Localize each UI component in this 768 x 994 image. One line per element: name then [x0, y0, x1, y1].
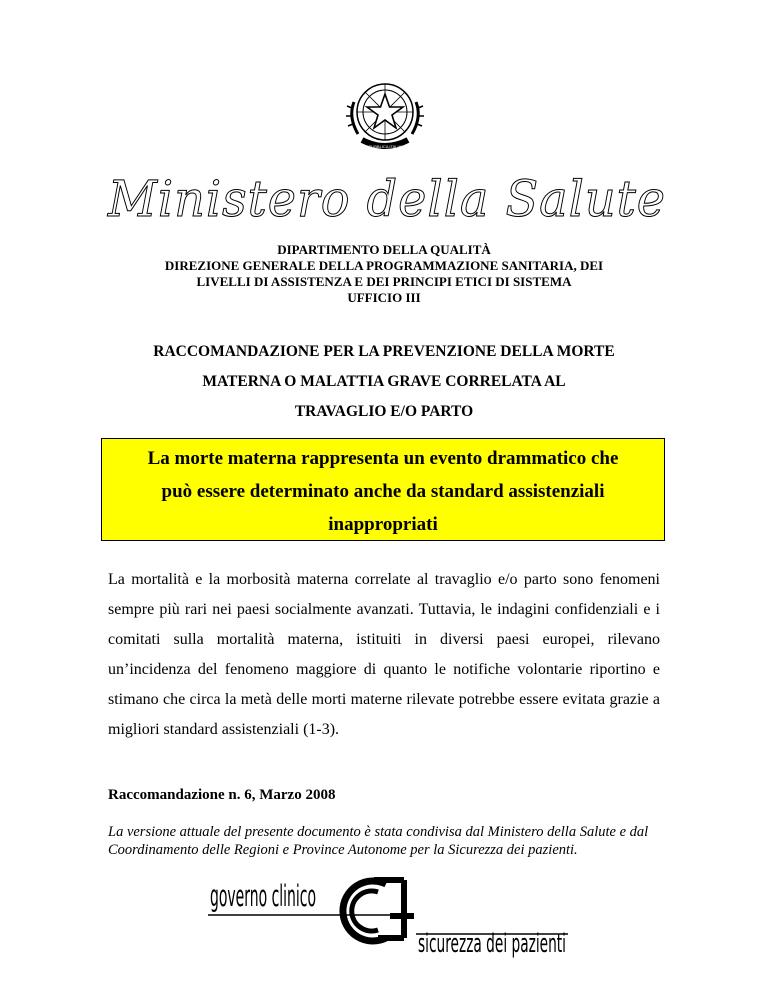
italian-republic-emblem [340, 72, 430, 154]
ministry-title-text: Ministero della Salute [107, 170, 667, 228]
highlight-line: può essere determinato anche da standard assistenziali [161, 481, 605, 502]
title-line: TRAVAGLIO E/O PARTO [294, 403, 474, 420]
highlight-box [101, 438, 665, 541]
recommendation-number: Raccomandazione n. 6, Marzo 2008 [108, 787, 336, 803]
department-line: LIVELLI DI ASSISTENZA E DEI PRINCIPI ETICI DI SISTEMA [196, 274, 572, 289]
cg-logo-icon [343, 880, 414, 941]
recommendation-title [90, 337, 678, 427]
governo-clinico-logo [208, 866, 568, 958]
intro-paragraph: La mortalità e la morbosità materna correlate al travaglio e/o parto sono fenomeni sempre più rari nei paesi socialmente avanzati. Tuttavia, le indagini confidenziali e i comitati sulla mortalità materna, istituiti in diversi paesi europei, rilevano un’incidenza del fenomeno maggiore di quanto le notifiche volontarie riportino e stimano che circa la metà delle morti materne rilevate potrebbe essere evitata grazie a migliori standard assistenziali (1-3). [108, 571, 660, 738]
department-line: DIPARTIMENTO DELLA QUALITÀ [277, 242, 491, 257]
ministry-title [108, 168, 668, 230]
highlight-line: La morte materna rappresenta un evento drammatico che [147, 448, 619, 469]
title-line: MATERNA O MALATTIA GRAVE CORRELATA AL [202, 373, 566, 390]
title-line: RACCOMANDAZIONE PER LA PREVENZIONE DELLA MORTE [153, 343, 615, 360]
department-line: DIREZIONE GENERALE DELLA PROGRAMMAZIONE SANITARIA, DEI [164, 258, 604, 273]
version-note: La versione attuale del presente documento è stata condivisa dal Ministero della Salute e dal Coordinamento delle Regioni e Province Autonome per la Sicurezza dei pazienti. [108, 824, 649, 858]
logo-right-text: sicurezza dei pazienti [418, 929, 566, 959]
department-line: UFFICIO III [347, 290, 421, 305]
department-block [0, 242, 768, 306]
highlight-line: inappropriati [328, 514, 438, 535]
emblem-banner-text: REPUBBLICA ITALIANA [363, 144, 407, 149]
logo-left-text: governo clinico [210, 879, 316, 913]
